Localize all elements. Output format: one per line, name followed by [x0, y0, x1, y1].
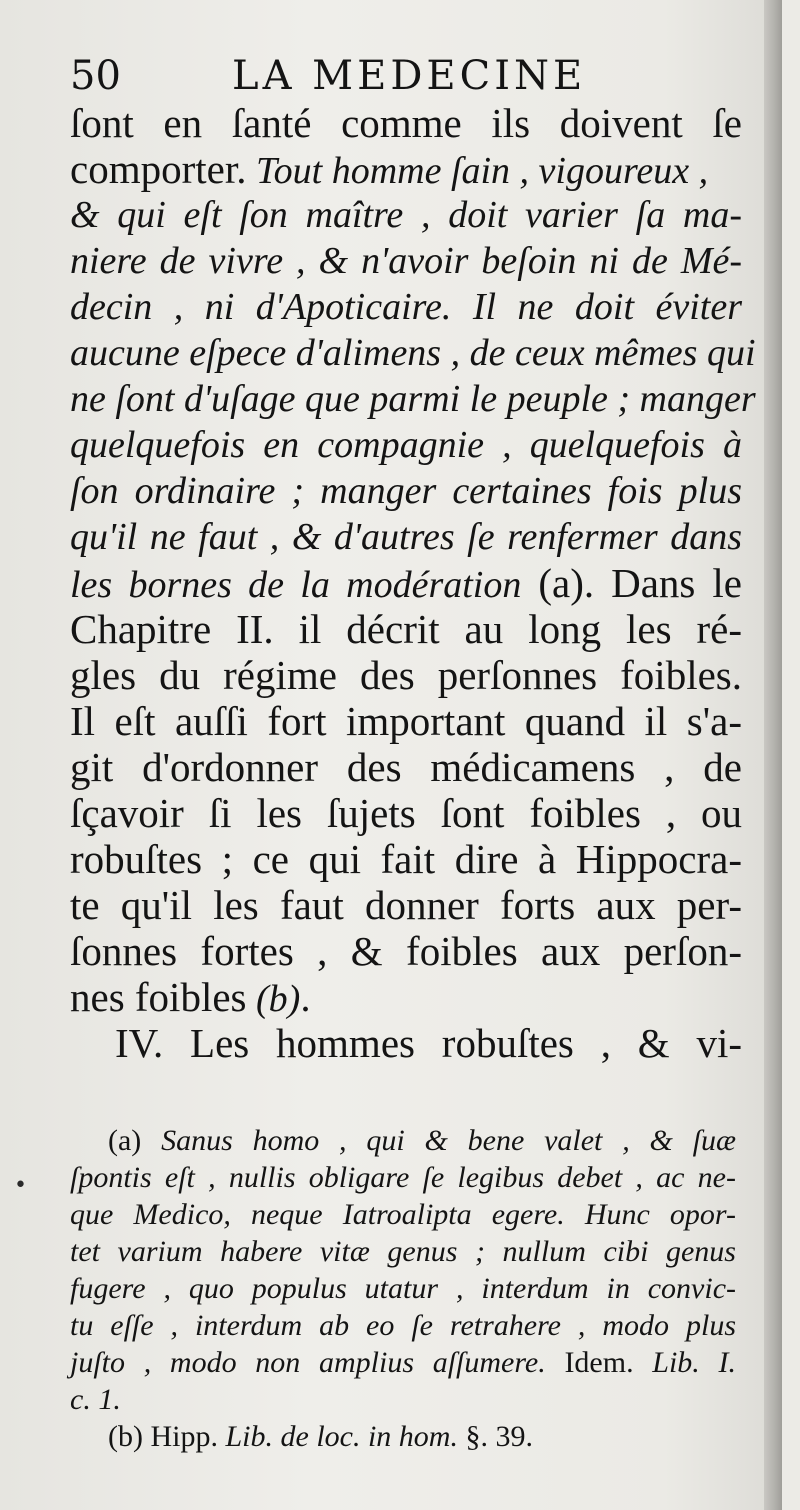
text-line: ſçavoir ſi les ſujets ſont foibles , ou [70, 790, 742, 836]
text-line [70, 974, 742, 1020]
footnote-line: tet varium habere vitæ genus ; nullum cibi genus [70, 1235, 736, 1268]
footnote-marker: (a) [108, 1124, 142, 1157]
footnote-line: fugere , quo populus utatur , interdum in convic- [70, 1272, 736, 1305]
text-segment: decin , ni d'Apoticaire. [70, 286, 452, 328]
text-segment: (a). Dans le [521, 560, 742, 606]
text-segment-italic: Lib. de loc. in hom. [217, 1420, 458, 1453]
text-line: IV. Les hommes robuſtes , & vi- [115, 1020, 742, 1066]
text-segment-italic: (b) [246, 978, 301, 1020]
text-line: aucune eſpece d'alimens , de ceux mêmes qui [70, 332, 756, 374]
text-segment-italic: les bornes de la modération [70, 564, 522, 606]
text-segment: comporter. [70, 146, 247, 192]
footnote-line: c. 1. [70, 1383, 121, 1416]
text-segment-italic: Sanus homo , qui & bene valet , & ſuæ [141, 1124, 736, 1157]
text-line: qu'il ne faut , & d'autres ſe renfermer dans [70, 516, 742, 558]
text-line: & qui eſt ſon maître , doit varier ſa ma- [70, 194, 742, 236]
text-line: quelquefois en compagnie , quelquefois à [70, 424, 742, 466]
margin-mark: • [14, 1173, 27, 1198]
text-line: git d'ordonner des médicamens , de [70, 744, 742, 790]
footnote-line [70, 1418, 736, 1455]
text-segment: Idem. [545, 1346, 634, 1379]
text-line: niere de vivre , & n'avoir beſoin ni de Mé- [70, 240, 742, 282]
text-line: Chapitre II. il décrit au long les ré- [70, 606, 742, 652]
page-header [70, 52, 740, 100]
text-segment: nes foibles [70, 974, 247, 1020]
text-segment: §. 39. [457, 1420, 533, 1453]
footnote-line: que Medico, neque Iatroalipta egere. Hunc opor- [70, 1198, 736, 1231]
text-line: ne ſont d'uſage que parmi le peuple ; manger [70, 378, 756, 420]
text-segment-italic: Lib. I. [633, 1346, 736, 1379]
text-line: Il eſt auſſi fort important quand il s'a- [70, 698, 742, 744]
page-edge-shadow [764, 0, 782, 1510]
footnote-marker: (b) [108, 1420, 143, 1453]
text-segment-italic: juſto , modo non amplius aſſumere. [70, 1346, 546, 1379]
text-segment-italic: Tout homme ſain , vigoureux , [246, 150, 709, 192]
footnote-line [70, 1344, 736, 1381]
text-line [70, 146, 742, 192]
page-number: 50 [70, 53, 121, 99]
text-segment: Hipp. [142, 1420, 218, 1453]
text-line: ſon ordinaire ; manger certaines fois plus [70, 470, 742, 512]
text-line: ſonnes fortes , & foibles aux perſon- [70, 928, 742, 974]
text-line [70, 560, 742, 606]
text-line: gles du régime des perſonnes foibles. [70, 652, 742, 698]
text-line: robuſtes ; ce qui fait dire à Hippocra- [70, 836, 742, 882]
text-line [70, 284, 742, 330]
footnotes [70, 1122, 736, 1455]
main-text [70, 100, 756, 1066]
footnote-line [70, 1122, 736, 1159]
text-segment: . [300, 974, 311, 1020]
running-title: LA MEDECINE [232, 53, 587, 99]
footnote-line: ſpontis eſt , nullis obligare ſe legibus debet , ac ne- [70, 1161, 736, 1194]
text-line: ſont en ſanté comme ils doivent ſe [70, 100, 742, 146]
footnote-line: tu eſſe , interdum ab eo ſe retrahere , modo plus [70, 1309, 736, 1342]
text-line: te qu'il les faut donner forts aux per- [70, 882, 742, 928]
text-segment: Il ne doit éviter [451, 286, 742, 328]
